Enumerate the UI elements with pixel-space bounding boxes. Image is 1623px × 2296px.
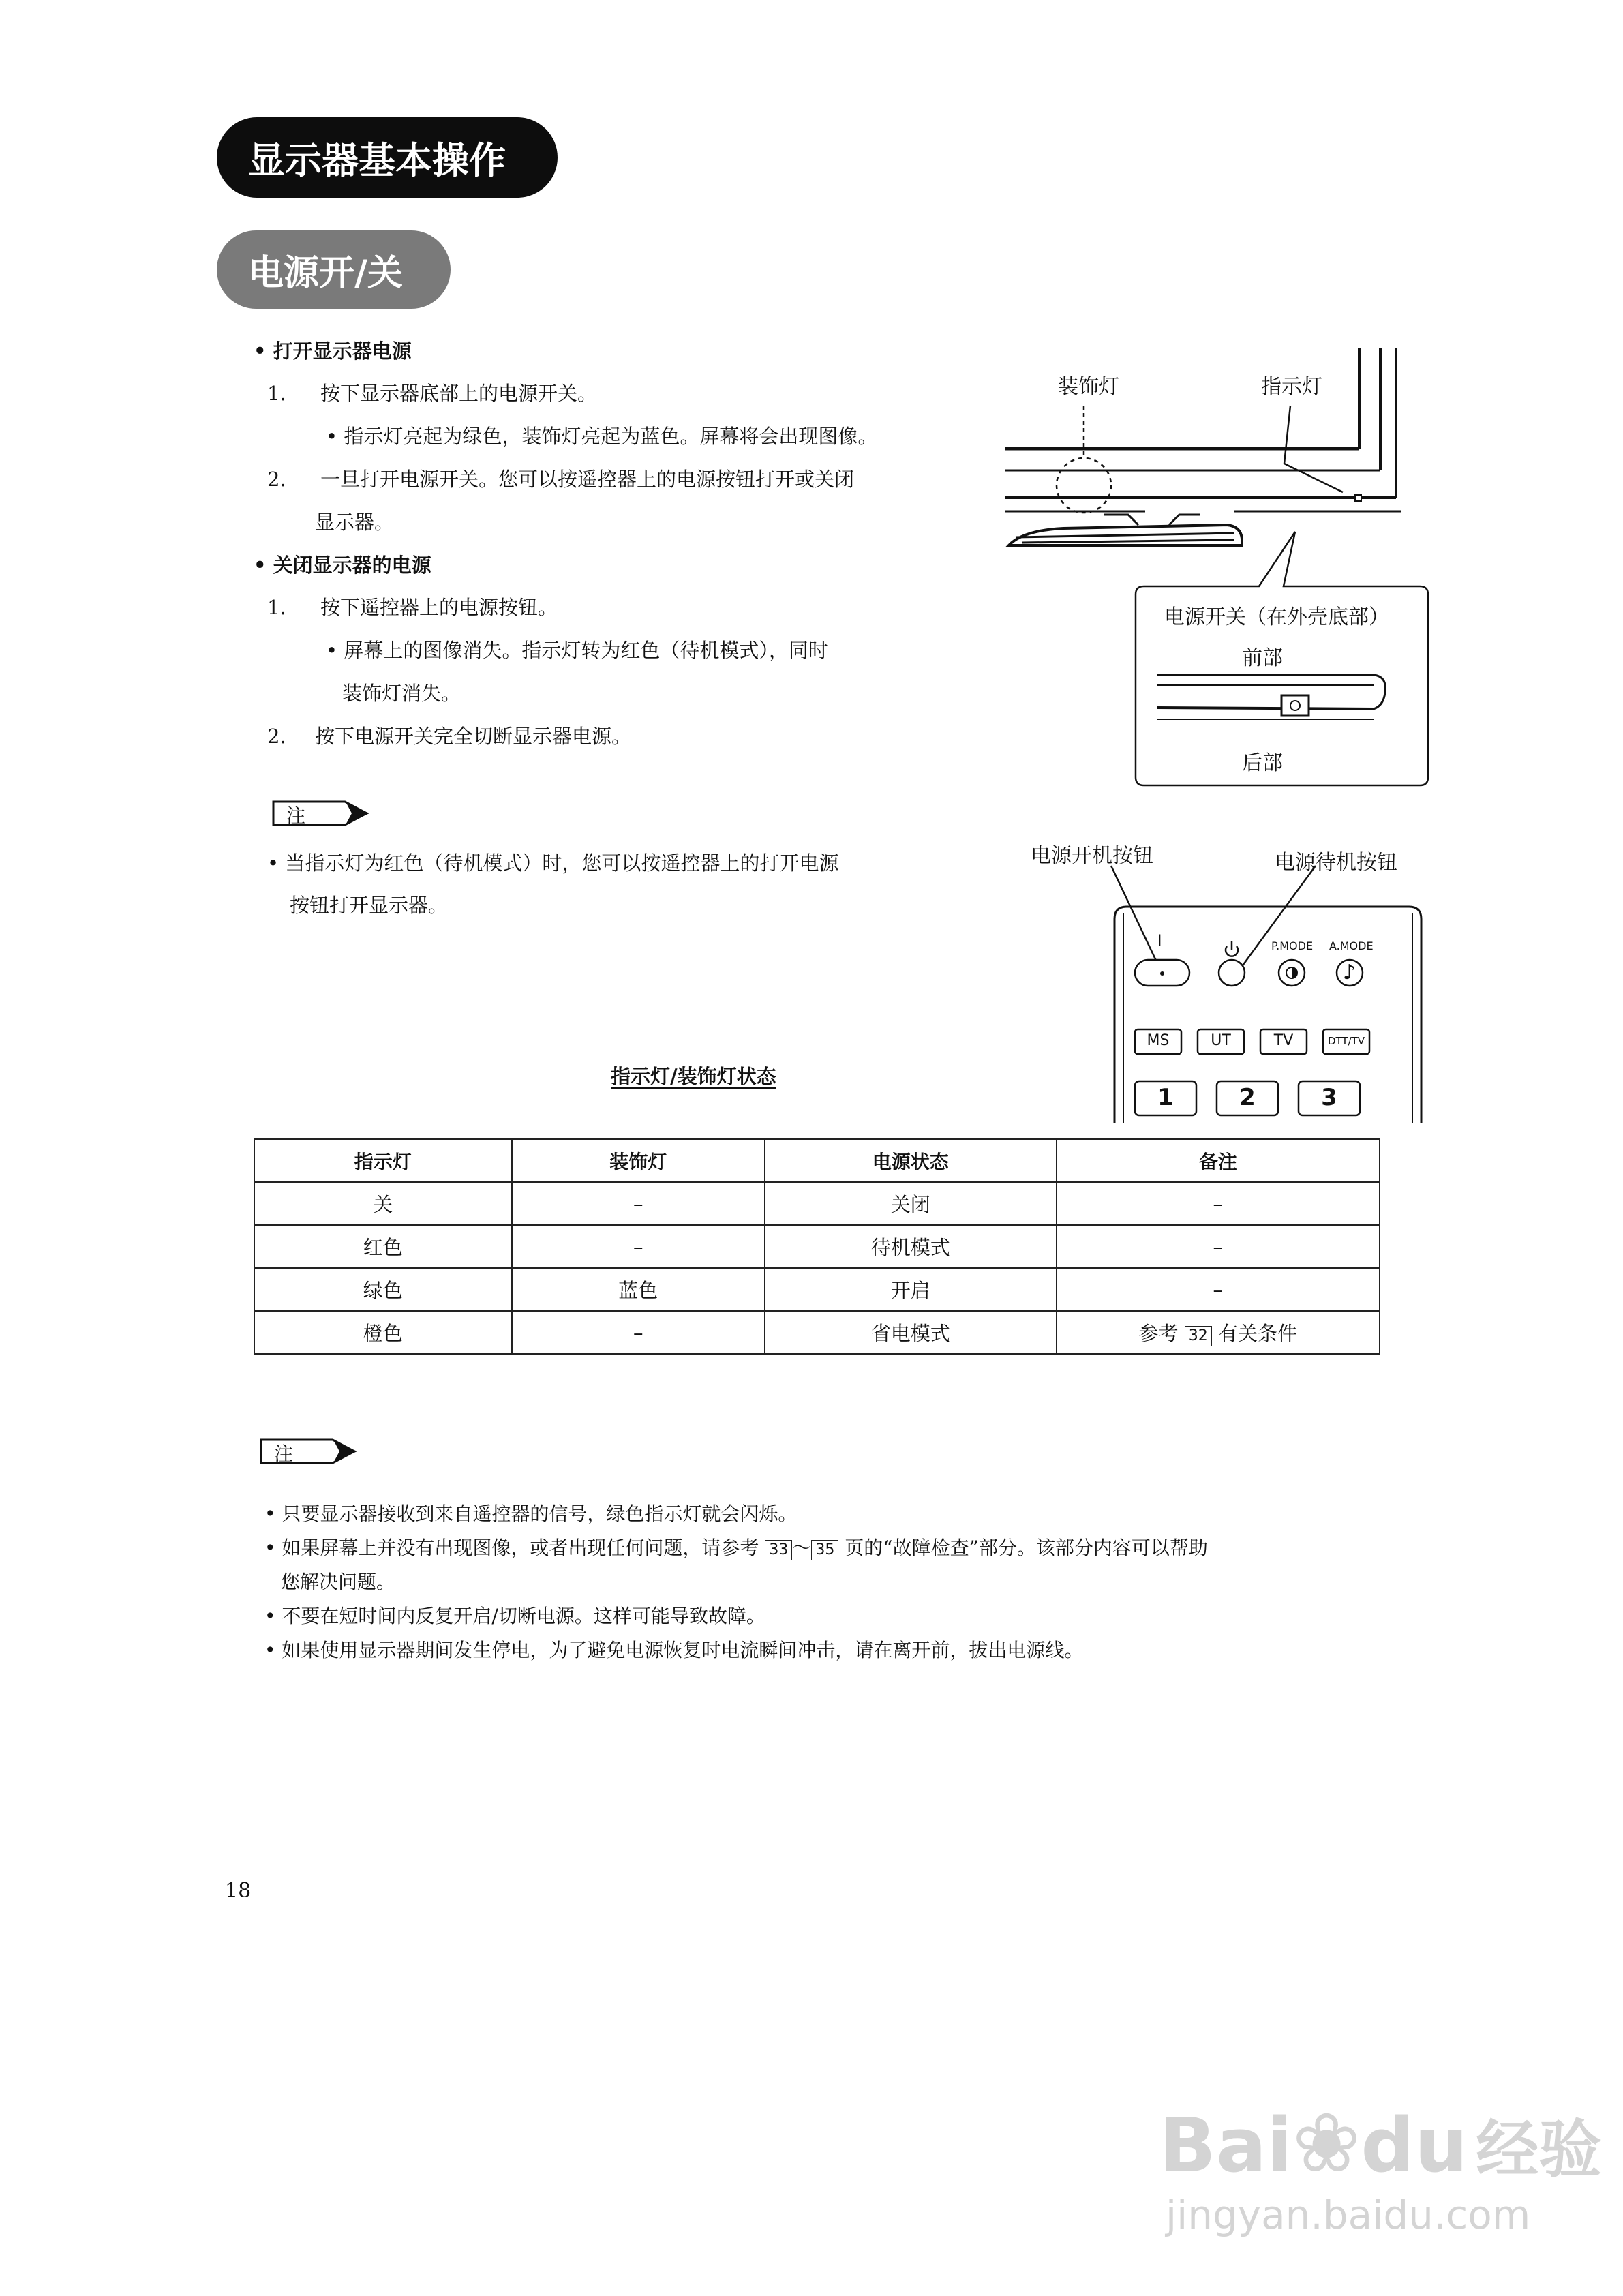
table-row (254, 1182, 1380, 1225)
power-off-step2-num: 2. (267, 725, 286, 748)
label-decor-light: 装饰灯 (1058, 375, 1119, 399)
table-row (254, 1311, 1380, 1354)
dtt-tv-button: DTT/TV (1327, 1035, 1365, 1047)
note2-item4: • 如果使用显示器期间发生停电，为了避免电源恢复时电流瞬间冲击，请在离开前，拔出电源线。 (264, 1639, 1084, 1661)
power-on-step2-line1: 一旦打开电源开关。您可以按遥控器上的电源按钮打开或关闭 (320, 468, 855, 491)
tv-button: TV (1273, 1032, 1294, 1049)
label-power-on-button: 电源开机按钮 (1031, 844, 1153, 868)
header-power-state: 电源状态 (765, 1139, 1056, 1182)
paw-icon: ❀ (1292, 2096, 1361, 2191)
power-on-heading: • 打开显示器电源 (254, 339, 412, 363)
table-cell: 省电模式 (765, 1311, 1056, 1354)
amode-label: A.MODE (1329, 939, 1374, 952)
power-on-step2-num: 2. (267, 468, 286, 491)
note2-item2: • 如果屏幕上并没有出现图像，或者出现任何问题，请参考 33 ～ 35 页的“故障检查”部分。该部分内容可以帮助 (264, 1537, 1208, 1559)
status-table (254, 1138, 1380, 1355)
note1-line2: 按钮打开显示器。 (290, 894, 449, 917)
table-cell: 关闭 (765, 1182, 1056, 1225)
music-note-icon: ♪ (1343, 961, 1356, 984)
power-on-button-label: I (1157, 933, 1162, 950)
power-on-step2-line2: 显示器。 (315, 511, 395, 534)
power-off-step2: 按下电源开关完全切断显示器电源。 (315, 725, 632, 748)
number-2-button: 2 (1239, 1084, 1256, 1111)
header-indicator: 指示灯 (254, 1139, 512, 1182)
label-front: 前部 (1242, 646, 1283, 670)
number-3-button: 3 (1321, 1084, 1337, 1111)
power-on-step1-num: 1. (267, 382, 286, 405)
note-tag: 注 (271, 798, 374, 829)
table-cell: – (512, 1225, 765, 1268)
monitor-diagram (1002, 341, 1445, 791)
power-off-step1-num: 1. (267, 596, 286, 619)
table-cell: 红色 (254, 1225, 512, 1268)
power-off-step1-note-line2: 装饰灯消失。 (342, 682, 461, 705)
pmode-label: P.MODE (1271, 939, 1314, 952)
label-standby-button: 电源待机按钮 (1275, 851, 1397, 875)
table-row (254, 1268, 1380, 1311)
note2-item3: • 不要在短时间内反复开启/切断电源。这样可能导致故障。 (264, 1605, 765, 1627)
table-cell: 橙色 (254, 1311, 512, 1354)
table-cell: 开启 (765, 1268, 1056, 1311)
table-cell: – (1057, 1268, 1380, 1311)
power-off-step1: 按下遥控器上的电源按钮。 (320, 596, 558, 619)
watermark-logo: Bai❀du 经验 (1159, 2096, 1602, 2191)
note2-item1: • 只要显示器接收到来自遥控器的信号，绿色指示灯就会闪烁。 (264, 1502, 798, 1525)
power-off-heading: • 关闭显示器的电源 (254, 554, 431, 577)
table-header-row (254, 1139, 1380, 1182)
section-title: 显示器基本操作 (217, 117, 558, 198)
table-title: 指示灯/装饰灯状态 (611, 1065, 776, 1088)
page-ref-box: 32 (1185, 1326, 1212, 1346)
callout-title: 电源开关（在外壳底部） (1164, 605, 1389, 629)
table-cell: – (512, 1182, 765, 1225)
header-remarks: 备注 (1057, 1139, 1380, 1182)
table-cell: – (512, 1311, 765, 1354)
page-ref-box: 33 (765, 1540, 792, 1560)
ms-button: MS (1147, 1032, 1170, 1049)
label-back: 后部 (1242, 751, 1283, 775)
table-row (254, 1225, 1380, 1268)
monitor-illustration (1002, 341, 1445, 791)
note-tag-2: 注 (259, 1436, 361, 1467)
note1-line1: • 当指示灯为红色（待机模式）时，您可以按遥控器上的打开电源 (267, 851, 839, 875)
table-cell: – (1057, 1225, 1380, 1268)
ut-button: UT (1211, 1032, 1231, 1049)
page-ref-box: 35 (811, 1540, 838, 1560)
remote-diagram (1022, 830, 1445, 1123)
note2-item2-line2: 您解决问题。 (281, 1571, 396, 1593)
header-decor: 装饰灯 (512, 1139, 765, 1182)
page-number: 18 (225, 1879, 252, 1903)
power-on-step1: 按下显示器底部上的电源开关。 (320, 382, 598, 405)
watermark-url: jingyan.baidu.com (1166, 2192, 1531, 2238)
table-cell: 绿色 (254, 1268, 512, 1311)
table-cell: 关 (254, 1182, 512, 1225)
table-cell: 待机模式 (765, 1225, 1056, 1268)
power-off-step1-note-line1: • 屏幕上的图像消失。指示灯转为红色（待机模式），同时 (326, 639, 828, 662)
table-cell: 蓝色 (512, 1268, 765, 1311)
section-subtitle: 电源开/关 (217, 230, 451, 309)
number-1-button: 1 (1157, 1084, 1174, 1111)
table-cell-reference: 参考 32 有关条件 (1057, 1311, 1380, 1354)
power-on-step1-note: • 指示灯亮起为绿色，装饰灯亮起为蓝色。屏幕将会出现图像。 (326, 425, 878, 448)
label-indicator-light: 指示灯 (1261, 375, 1322, 399)
table-cell: – (1057, 1182, 1380, 1225)
